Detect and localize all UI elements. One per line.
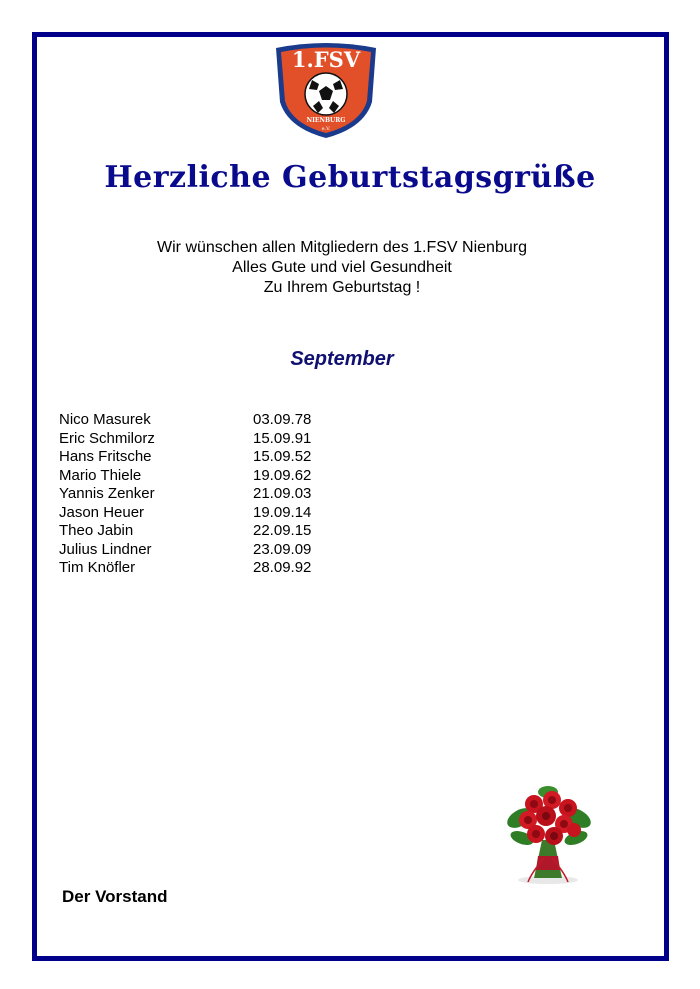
birth-date: 28.09.92 [253, 559, 312, 576]
birth-date: 23.09.09 [253, 540, 312, 558]
birth-date: 19.09.62 [253, 466, 312, 484]
list-item [59, 559, 359, 578]
birth-date: 15.09.91 [253, 429, 312, 447]
month-heading: September [290, 348, 394, 370]
list-item [59, 541, 359, 560]
list-item [59, 448, 359, 467]
list-item [59, 485, 359, 504]
member-name: Mario Thiele [59, 466, 142, 484]
member-name: Tim Knöfler [59, 559, 136, 576]
rose-bouquet-icon [492, 772, 604, 888]
member-name: Eric Schmilorz [59, 429, 155, 447]
birth-date: 15.09.52 [253, 448, 312, 465]
birth-date: 21.09.03 [253, 485, 312, 502]
greeting-line: Wir wünschen allen Mitgliedern des 1.FSV Nienburg [157, 239, 527, 256]
greeting-line: Alles Gute und viel Gesundheit [232, 259, 452, 276]
list-item [59, 430, 359, 449]
greeting-line: Zu Ihrem Geburtstag ! [263, 279, 421, 296]
signature: Der Vorstand [62, 887, 168, 906]
crest-city: NIENBURG [306, 117, 346, 124]
list-item [59, 522, 359, 541]
birth-date: 03.09.78 [253, 411, 312, 428]
member-name: Jason Heuer [59, 503, 145, 521]
birthday-list [59, 411, 359, 578]
member-name: Julius Lindner [59, 540, 152, 558]
greeting-text [0, 238, 684, 298]
list-item [59, 411, 359, 430]
crest-name: 1.FSV [291, 47, 361, 72]
member-name: Theo Jabin [59, 522, 134, 539]
list-item [59, 504, 359, 523]
list-item [59, 467, 359, 486]
birth-date: 22.09.15 [253, 522, 312, 539]
member-name: Nico Masurek [59, 411, 151, 428]
birth-date: 19.09.14 [253, 503, 312, 521]
member-name: Hans Fritsche [59, 448, 152, 465]
member-name: Yannis Zenker [59, 485, 155, 502]
page-title: Herzliche Geburtstagsgrüße [104, 160, 596, 195]
club-crest-icon [272, 40, 380, 140]
crest-suffix: e.V. [321, 126, 331, 132]
